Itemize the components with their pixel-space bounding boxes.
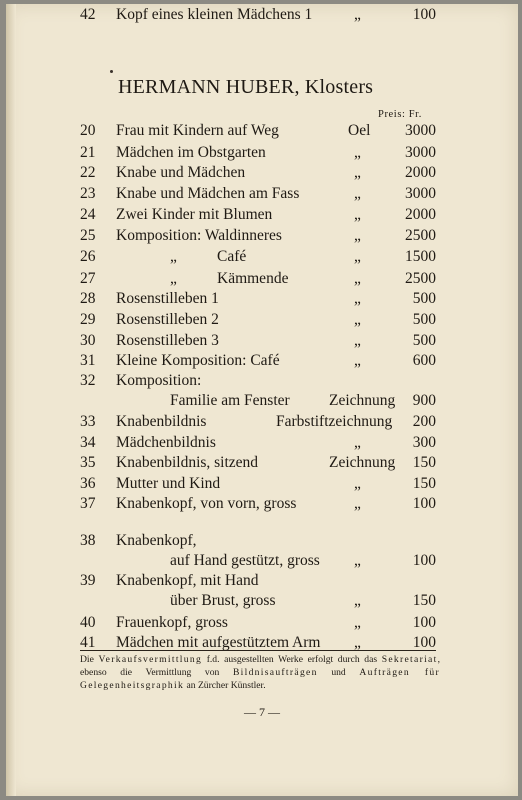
emphasized-phrase: Bildnisaufträgen <box>232 667 318 678</box>
catalog-number: 34 <box>80 434 96 451</box>
medium-label: Farbstiftzeichnung <box>276 413 393 430</box>
catalog-line <box>80 590 440 611</box>
catalog-line <box>80 432 440 453</box>
catalog-number: 40 <box>80 614 96 631</box>
price-value: 100 <box>412 495 436 512</box>
artwork-title: Mädchen im Obstgarten <box>116 144 266 161</box>
catalog-number: 22 <box>80 164 96 181</box>
catalog-line <box>80 246 440 267</box>
catalog-number: 25 <box>80 227 96 244</box>
artwork-title: Frauenkopf, gross <box>116 614 228 631</box>
catalog-number: 29 <box>80 311 96 328</box>
catalog-number: 37 <box>80 495 96 512</box>
note-fragment: Die <box>80 654 99 665</box>
ditto-mark: „ <box>354 434 361 451</box>
sales-note <box>80 653 440 692</box>
ditto-mark: „ <box>354 206 361 223</box>
artist-heading: HERMANN HUBER, Klosters <box>118 76 374 98</box>
emphasized-phrase: Verkaufsvermittlung <box>98 654 203 665</box>
catalog-line <box>80 225 440 246</box>
note-fragment: f.d. ausgestellten Werke erfolgt durch das <box>202 654 382 665</box>
price-value: 2000 <box>405 164 436 181</box>
price-value: 3000 <box>405 144 436 161</box>
sales-note-text <box>80 653 440 692</box>
catalog-line <box>80 268 440 289</box>
footer-rule <box>80 650 436 651</box>
ditto-mark: „ <box>354 6 361 23</box>
price-value: 2500 <box>405 270 436 287</box>
artwork-title: Kopf eines kleinen Mädchens 1 <box>116 6 313 23</box>
price-value: 200 <box>412 413 436 430</box>
catalog-number: 28 <box>80 290 96 307</box>
artwork-title: Familie am Fenster <box>170 392 290 409</box>
price-value: 500 <box>412 332 436 349</box>
ditto-mark: „ <box>170 270 177 287</box>
artwork-title: Knabenbildnis, sitzend <box>116 454 259 471</box>
price-value: 600 <box>412 352 436 369</box>
catalog-line <box>80 288 440 309</box>
ink-speck <box>110 70 113 73</box>
catalog-line <box>80 4 440 25</box>
catalog-line <box>80 493 440 514</box>
catalog-line <box>80 183 440 204</box>
catalog-number: 35 <box>80 454 96 471</box>
note-fragment: , ebenso die Vermittlung von <box>80 654 440 678</box>
catalog-number: 27 <box>80 270 96 287</box>
catalog-line <box>80 370 440 391</box>
artwork-title: Knabenbildnis <box>116 413 207 430</box>
ditto-mark: „ <box>354 270 361 287</box>
catalog-number: 23 <box>80 185 96 202</box>
ditto-mark: „ <box>354 352 361 369</box>
catalog-number: 39 <box>80 572 96 589</box>
artwork-title: Knabenkopf, von vorn, gross <box>116 495 297 512</box>
catalog-number: 41 <box>80 634 96 651</box>
price-value: 900 <box>412 392 436 409</box>
catalog-number: 38 <box>80 532 96 549</box>
catalog-line <box>80 390 440 411</box>
price-value: 100 <box>412 6 436 23</box>
price-value: 3000 <box>405 122 436 139</box>
catalog-number: 30 <box>80 332 96 349</box>
catalog-line <box>80 411 440 432</box>
catalog-number: 32 <box>80 372 96 389</box>
price-value: 300 <box>412 434 436 451</box>
artwork-title: Kämmende <box>217 270 289 287</box>
catalog-line <box>80 570 440 591</box>
ditto-mark: „ <box>354 290 361 307</box>
emphasized-phrase: Sekretariat <box>381 654 438 665</box>
ditto-mark: „ <box>354 552 361 569</box>
ditto-mark: „ <box>354 144 361 161</box>
ditto-mark: „ <box>354 185 361 202</box>
price-value: 500 <box>412 311 436 328</box>
price-value: 100 <box>412 614 436 631</box>
catalog-line <box>80 350 440 371</box>
ditto-mark: „ <box>354 614 361 631</box>
artwork-title: Komposition: <box>116 372 202 389</box>
artwork-title: Knabe und Mädchen am Fass <box>116 185 300 202</box>
page-binding-shadow <box>6 4 16 796</box>
catalog-number: 36 <box>80 475 96 492</box>
catalog-number: 20 <box>80 122 96 139</box>
artwork-title: Knabenkopf, mit Hand <box>116 572 259 589</box>
catalog-number: 26 <box>80 248 96 265</box>
price-value: 1500 <box>405 248 436 265</box>
ditto-mark: „ <box>354 227 361 244</box>
artwork-title: auf Hand gestützt, gross <box>170 552 320 569</box>
artwork-title: Mädchenbildnis <box>116 434 216 451</box>
price-value: 150 <box>412 454 436 471</box>
artwork-title: Mutter und Kind <box>116 475 221 492</box>
catalog-line <box>80 452 440 473</box>
catalog-line <box>80 473 440 494</box>
catalog-line <box>80 530 440 551</box>
catalog-number: 21 <box>80 144 96 161</box>
note-fragment: an Zürcher Künstler. <box>184 680 266 691</box>
catalog-number: 42 <box>80 6 96 23</box>
catalog-line <box>80 330 440 351</box>
catalog-line <box>80 120 440 141</box>
artwork-title: Rosenstilleben 3 <box>116 332 219 349</box>
price-column-label: Preis: Fr. <box>378 109 422 120</box>
ditto-mark: „ <box>354 495 361 512</box>
ditto-mark: „ <box>354 592 361 609</box>
artwork-title: Zwei Kinder mit Blumen <box>116 206 273 223</box>
price-value: 2500 <box>405 227 436 244</box>
page-number: — 7 — <box>244 705 280 719</box>
medium-label: Oel <box>348 122 371 139</box>
artwork-title: Knabenkopf, <box>116 532 197 549</box>
catalog-number: 33 <box>80 413 96 430</box>
artwork-title: Rosenstilleben 1 <box>116 290 219 307</box>
artwork-title: über Brust, gross <box>170 592 276 609</box>
artwork-title: Knabe und Mädchen <box>116 164 246 181</box>
ditto-mark: „ <box>354 311 361 328</box>
price-value: 100 <box>412 552 436 569</box>
medium-label: Zeichnung <box>329 454 396 471</box>
catalog-line <box>80 142 440 163</box>
catalog-line <box>80 204 440 225</box>
price-value: 3000 <box>405 185 436 202</box>
note-fragment: und <box>317 667 360 678</box>
catalog-line <box>80 162 440 183</box>
artwork-title: Rosenstilleben 2 <box>116 311 219 328</box>
artwork-title: Frau mit Kindern auf Weg <box>116 122 279 139</box>
emphasized-phrase: Aufträgen für Gelegenheitsgraphik <box>80 667 440 691</box>
price-value: 100 <box>412 634 436 651</box>
catalog-line <box>80 612 440 633</box>
artwork-title: Mädchen mit aufgestütztem Arm <box>116 634 321 651</box>
ditto-mark: „ <box>354 475 361 492</box>
ditto-mark: „ <box>354 248 361 265</box>
ditto-mark: „ <box>170 248 177 265</box>
ditto-mark: „ <box>354 332 361 349</box>
price-value: 150 <box>412 592 436 609</box>
price-value: 150 <box>412 475 436 492</box>
ditto-mark: „ <box>354 164 361 181</box>
catalog-line <box>80 550 440 571</box>
catalog-page <box>6 4 518 796</box>
ditto-mark: „ <box>354 634 361 651</box>
catalog-number: 31 <box>80 352 96 369</box>
artwork-title: Kleine Komposition: Café <box>116 352 280 369</box>
catalog-number: 24 <box>80 206 96 223</box>
medium-label: Zeichnung <box>329 392 396 409</box>
catalog-line <box>80 309 440 330</box>
price-value: 2000 <box>405 206 436 223</box>
price-value: 500 <box>412 290 436 307</box>
artwork-title: Café <box>217 248 247 265</box>
artwork-title: Komposition: Waldinneres <box>116 227 282 244</box>
